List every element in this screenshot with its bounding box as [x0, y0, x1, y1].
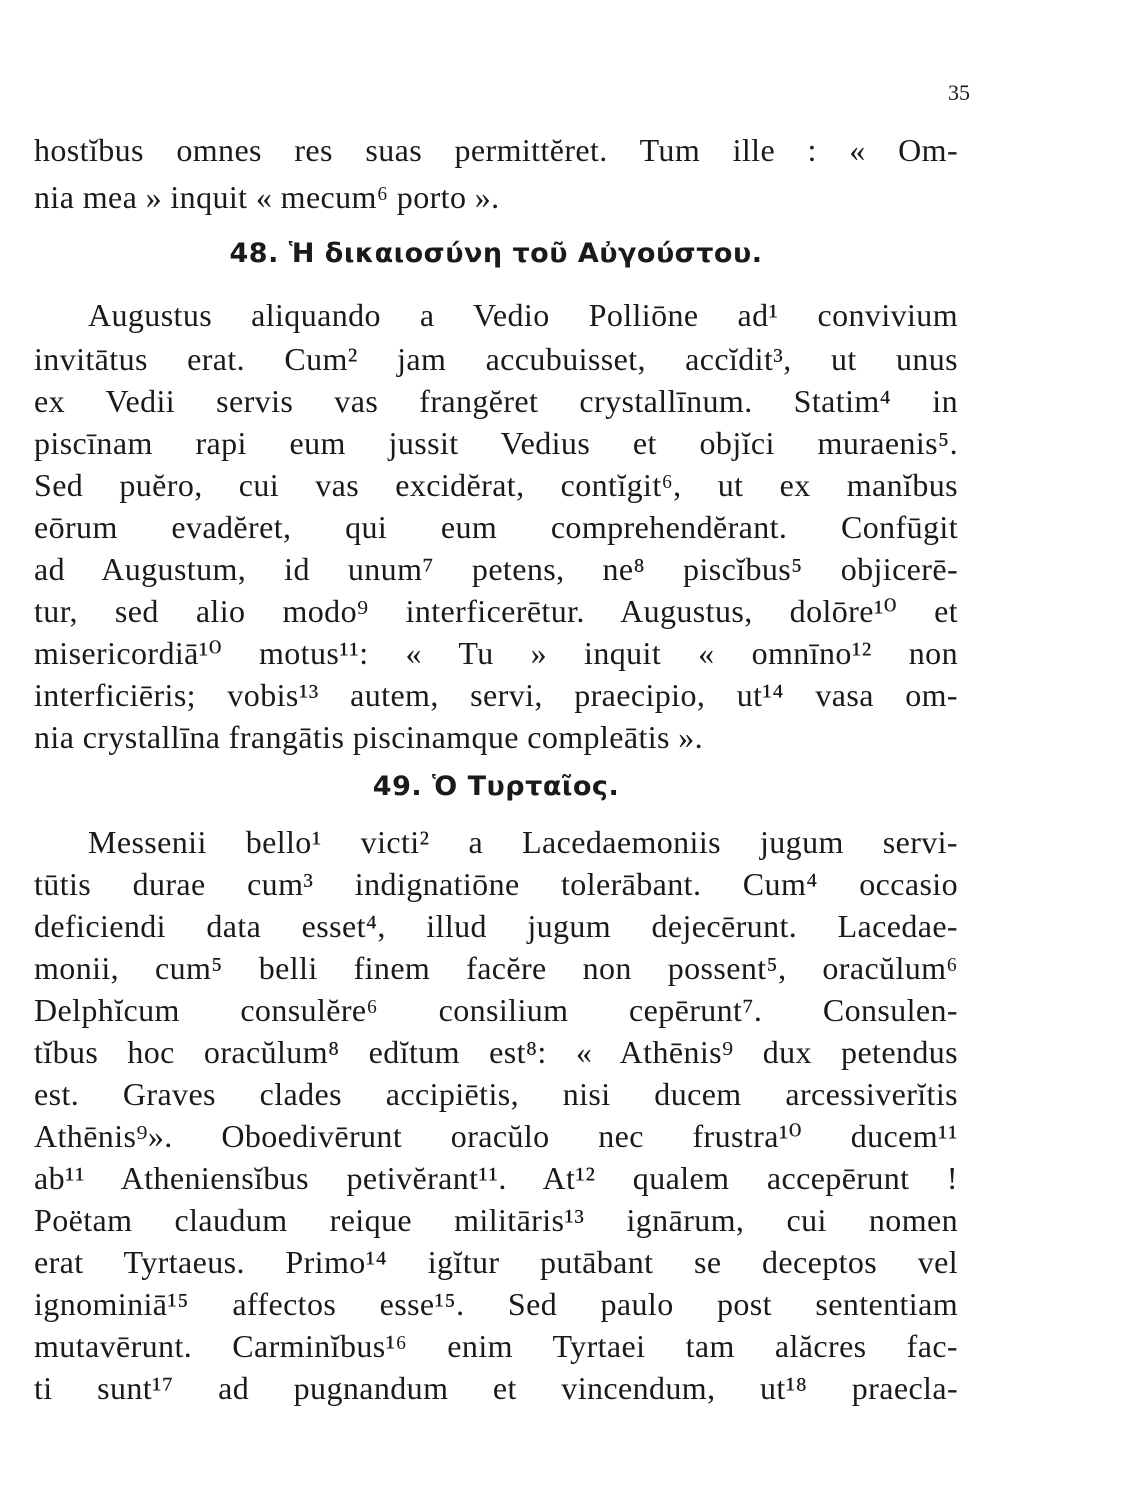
text-line: ti sunt¹⁷ ad pugnandum et vincendum, ut¹⁸ praecla- — [34, 1370, 958, 1406]
text-line: erat Tyrtaeus. Primo¹⁴ igĭtur putābant se deceptos vel — [34, 1244, 958, 1280]
text-line: hostĭbus omnes res suas permittĕret. Tum ille : « Om- — [34, 132, 958, 168]
text-line: nia mea » inquit « mecum⁶ porto ». — [34, 179, 500, 215]
text-line: tur, sed alio modo⁹ interficerētur. Augustus, dolōre¹⁰ et — [34, 593, 958, 629]
text-line: Augustus aliquando a Vedio Polliōne ad¹ convivium — [88, 297, 958, 333]
page-number: 35 — [948, 80, 970, 105]
text-line: mutavērunt. Carminĭbus¹⁶ enim Tyrtaei tam alăcres fac- — [34, 1328, 958, 1364]
text-line: ignominiā¹⁵ affectos esse¹⁵. Sed paulo post sententiam — [34, 1286, 958, 1322]
text-line: interficiēris; vobis¹³ autem, servi, praecipio, ut¹⁴ vasa om- — [34, 677, 958, 713]
text-line: ab¹¹ Atheniensĭbus petivĕrant¹¹. At¹² qualem accepērunt ! — [34, 1160, 958, 1196]
section-heading-49: 49. Ὁ Τυρταῖος. — [372, 771, 620, 802]
text-line: tĭbus hoc oracŭlum⁸ edĭtum est⁸: « Athēnis⁹ dux petendus — [34, 1034, 958, 1070]
text-line: tūtis durae cum³ indignatiōne tolerābant. Cum⁴ occasio — [34, 866, 958, 902]
text-line: est. Graves clades accipiētis, nisi ducem arcessiverĭtis — [34, 1076, 958, 1112]
text-line: Messenii bello¹ victi² a Lacedaemoniis jugum servi- — [88, 824, 958, 860]
text-line: nia crystallīna frangātis piscinamque compleātis ». — [34, 719, 704, 755]
section-heading-48: 48. Ἡ δικαιοσύνη τοῦ Αὐγούστου. — [229, 238, 763, 269]
text-line: eōrum evadĕret, qui eum comprehendĕrant. Confūgit — [34, 509, 958, 545]
text-line: Sed puĕro, cui vas excidĕrat, contĭgit⁶, ut ex manĭbus — [34, 467, 958, 503]
text-line: deficiendi data esset⁴, illud jugum dejecērunt. Lacedae- — [34, 908, 958, 944]
text-line: Athēnis⁹». Oboedivērunt oracŭlo nec frustra¹⁰ ducem¹¹ — [34, 1118, 958, 1154]
text-line: invitātus erat. Cum² jam accubuisset, accĭdit³, ut unus — [34, 341, 958, 377]
text-line: Poëtam claudum reique militāris¹³ ignārum, cui nomen — [34, 1202, 958, 1238]
text-line: misericordiā¹⁰ motus¹¹: « Tu » inquit « omnīno¹² non — [34, 635, 958, 671]
text-line: monii, cum⁵ belli finem facĕre non possent⁵, oracŭlum⁶ — [34, 950, 958, 986]
text-line: Delphĭcum consulĕre⁶ consilium cepērunt⁷. Consulen- — [34, 992, 958, 1028]
text-line: ex Vedii servis vas frangĕret crystallīnum. Statim⁴ in — [34, 383, 958, 419]
text-line: ad Augustum, id unum⁷ petens, ne⁸ piscĭbus⁵ objicerē- — [34, 551, 958, 587]
text-line: piscīnam rapi eum jussit Vedius et objĭci muraenis⁵. — [34, 425, 958, 461]
